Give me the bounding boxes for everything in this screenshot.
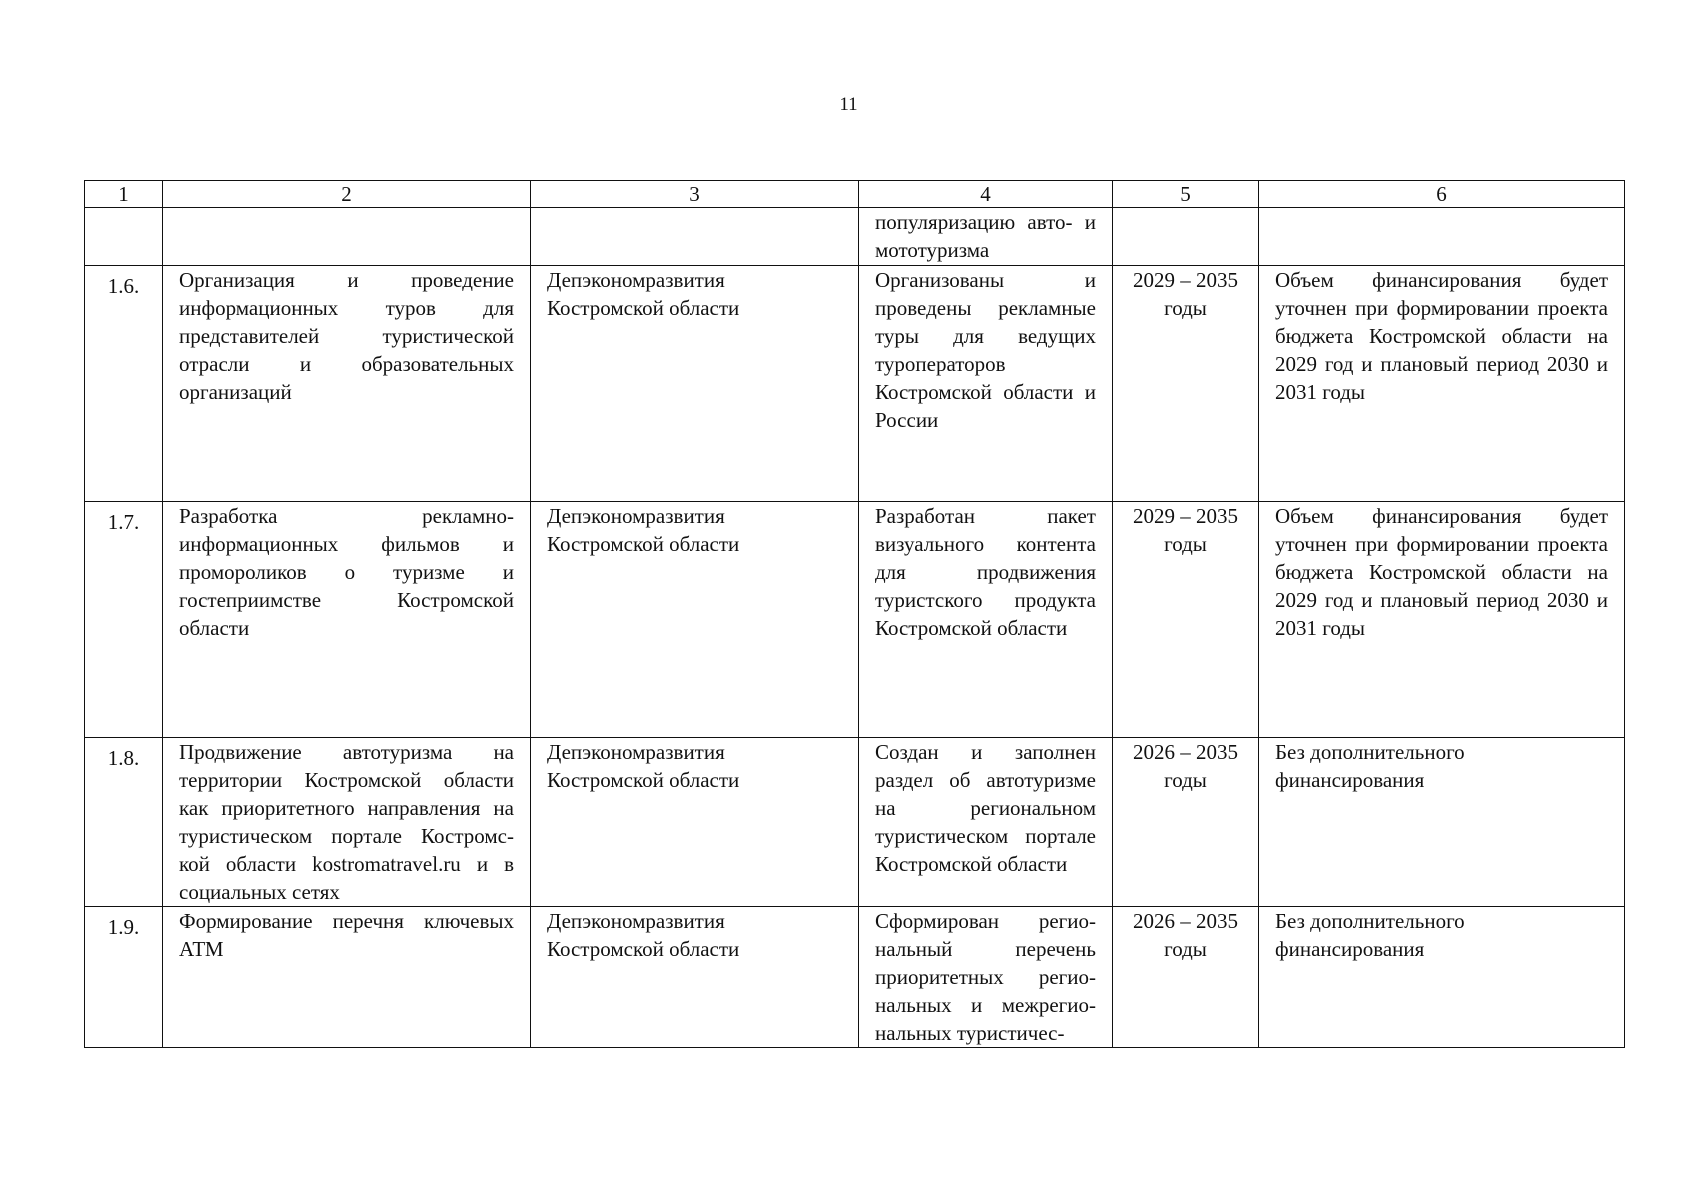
executor-cell: Депэкономразвития Костромской области bbox=[531, 907, 859, 1048]
activity-cell: Продвижение автотуризма на территории Костромской области как приоритетного направления на туристическом портале Костромс-кой области kostromatravel.ru и в социальных сетях bbox=[163, 738, 531, 907]
table-row bbox=[85, 738, 1625, 907]
plan-table bbox=[84, 180, 1625, 1048]
result-cell: Организованы и проведены рекламные туры для ведущих туроператоров Костромской области и России bbox=[859, 266, 1113, 502]
empty-cell bbox=[531, 208, 859, 266]
empty-cell bbox=[1113, 208, 1259, 266]
period-cell: 2029 – 2035 годы bbox=[1113, 502, 1259, 738]
page-number: 11 bbox=[839, 94, 858, 115]
result-cell: популяризацию авто- и мототуризма bbox=[859, 208, 1113, 266]
funding-cell: Объем финансирования будет уточнен при формировании проекта бюджета Костромской области на 2029 год и плановый период 2030 и 2031 годы bbox=[1259, 502, 1625, 738]
activity-cell: Формирование перечня ключевых АТМ bbox=[163, 907, 531, 1048]
funding-cell: Без дополнительного финансирования bbox=[1259, 738, 1625, 907]
table-row bbox=[85, 907, 1625, 1048]
empty-cell bbox=[1259, 208, 1625, 266]
table-row bbox=[85, 502, 1625, 738]
continuation-row bbox=[85, 208, 1625, 266]
executor-cell: Депэкономразвития Костромской области bbox=[531, 738, 859, 907]
period-cell: 2026 – 2035 годы bbox=[1113, 907, 1259, 1048]
row-number: 1.9. bbox=[85, 907, 163, 1048]
column-header: 2 bbox=[163, 181, 531, 208]
row-number: 1.7. bbox=[85, 502, 163, 738]
activity-cell: Разработка рекламно-информационных фильмов и промороликов о туризме и гостеприимстве Костромской области bbox=[163, 502, 531, 738]
executor-cell: Депэкономразвития Костромской области bbox=[531, 266, 859, 502]
column-header: 3 bbox=[531, 181, 859, 208]
result-cell: Создан и заполнен раздел об автотуризме на региональном туристическом портале Костромской области bbox=[859, 738, 1113, 907]
executor-cell: Депэкономразвития Костромской области bbox=[531, 502, 859, 738]
column-header: 4 bbox=[859, 181, 1113, 208]
table-row bbox=[85, 266, 1625, 502]
column-header: 6 bbox=[1259, 181, 1625, 208]
period-cell: 2029 – 2035 годы bbox=[1113, 266, 1259, 502]
period-cell: 2026 – 2035 годы bbox=[1113, 738, 1259, 907]
row-number: 1.6. bbox=[85, 266, 163, 502]
result-cell: Разработан пакет визуального контента для продвижения туристского продукта Костромской области bbox=[859, 502, 1113, 738]
empty-cell bbox=[163, 208, 531, 266]
activity-cell: Организация и проведение информационных туров для представителей туристической отрасли и образовательных организаций bbox=[163, 266, 531, 502]
row-number: 1.8. bbox=[85, 738, 163, 907]
column-header: 5 bbox=[1113, 181, 1259, 208]
funding-cell: Объем финансирования будет уточнен при формировании проекта бюджета Костромской области на 2029 год и плановый период 2030 и 2031 годы bbox=[1259, 266, 1625, 502]
funding-cell: Без дополнительного финансирования bbox=[1259, 907, 1625, 1048]
empty-cell bbox=[85, 208, 163, 266]
table-header-row bbox=[85, 181, 1625, 208]
column-header: 1 bbox=[85, 181, 163, 208]
result-cell: Сформирован регио-нальный перечень приоритетных регио-нальных и межрегио-нальных туристичес- bbox=[859, 907, 1113, 1048]
